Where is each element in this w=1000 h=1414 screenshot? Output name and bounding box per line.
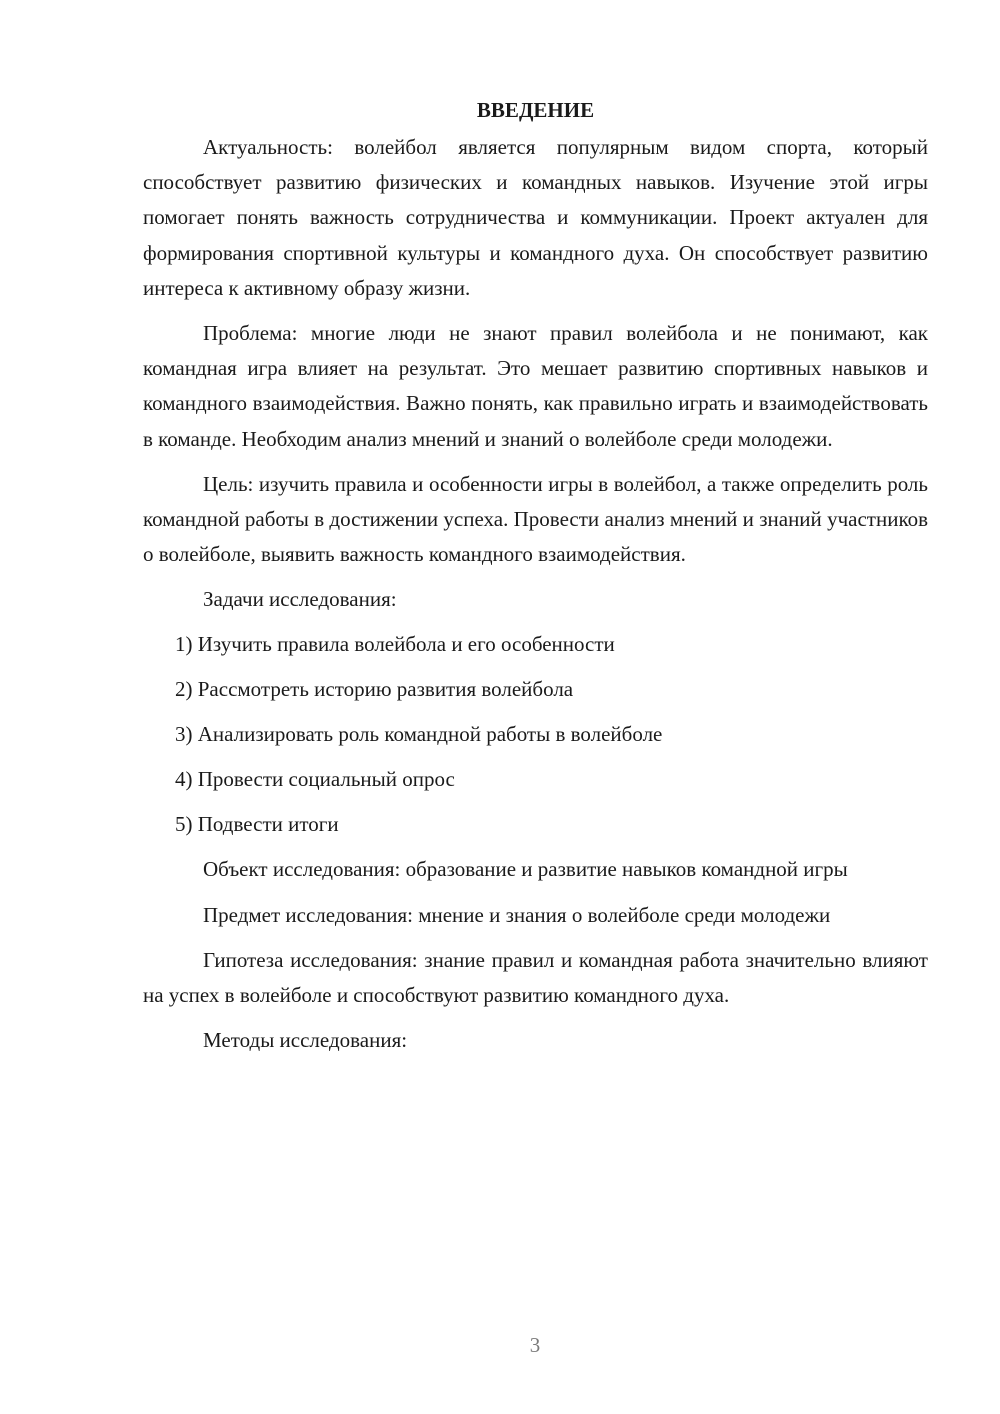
paragraph-goal: Цель: изучить правила и особенности игры в волейбол, а также определить роль командной работы в достижении успеха. Провести анализ мнений и знаний участников о волейболе, выявить важность командного взаимодействия. xyxy=(143,471,928,567)
tasks-heading: Задачи исследования: xyxy=(203,587,397,612)
list-item: 4) Провести социальный опрос xyxy=(175,767,455,792)
list-item: 2) Рассмотреть историю развития волейбола xyxy=(175,677,574,702)
paragraph-problem: Проблема: многие люди не знают правил волейбола и не понимают, как командная игра влияет на результат. Это мешает развитию спортивных навыков и командного взаимодействия. Важно понять, как правильно играть и взаимодействовать в команде. Необходим анализ мнений и знаний о волейболе среди молодежи. xyxy=(143,321,928,451)
page-number: 3 xyxy=(529,1333,541,1357)
paragraph-hypothesis: Гипотеза исследования: знание правил и командная работа значительно влияют на успех в волейболе и способствуют развитию командного духа. xyxy=(143,947,928,1008)
document-title: ВВЕДЕНИЕ xyxy=(476,98,595,122)
list-item: 3) Анализировать роль командной работы в волейболе xyxy=(175,722,663,747)
paragraph-subject: Предмет исследования: мнение и знания о волейболе среди молодежи xyxy=(203,902,831,927)
paragraph-relevance: Актуальность: волейбол является популярным видом спорта, который способствует развитию физических и командных навыков. Изучение этой игры помогает понять важность сотрудничества и коммуникации. Проект актуален для формирования спортивной культуры и командного духа. Он способствует развитию интереса к активному образу жизни. xyxy=(143,135,928,300)
list-item: 1) Изучить правила волейбола и его особенности xyxy=(175,632,615,657)
list-item: 5) Подвести итоги xyxy=(175,812,339,837)
paragraph-object: Объект исследования: образование и развитие навыков командной игры xyxy=(203,857,848,882)
paragraph-methods: Методы исследования: xyxy=(203,1028,408,1053)
task-list xyxy=(143,627,928,842)
document-page xyxy=(143,90,928,1068)
